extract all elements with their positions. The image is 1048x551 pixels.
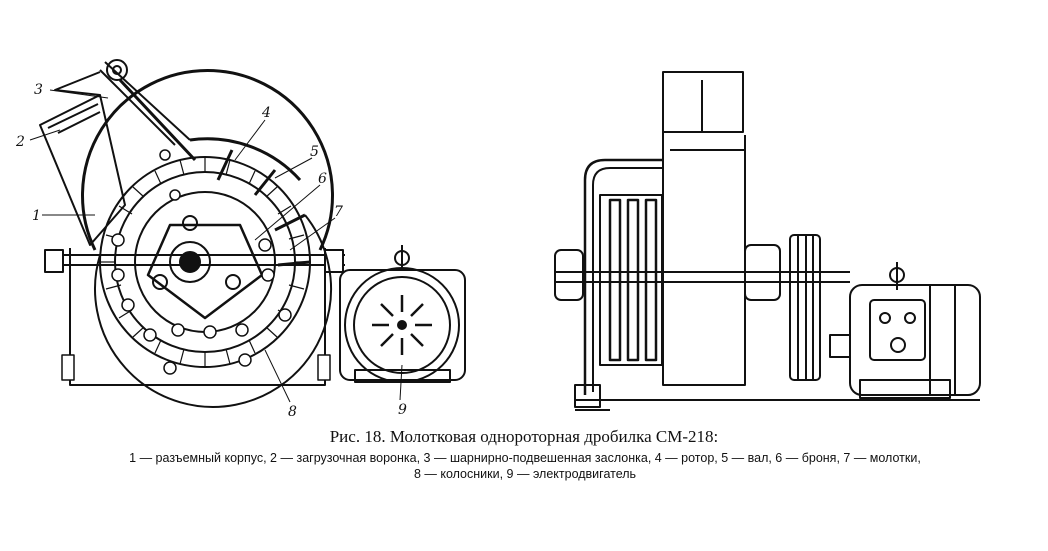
- callout-4: 4: [262, 105, 271, 121]
- callout-6: 6: [318, 171, 327, 187]
- feed-hopper: [40, 95, 125, 245]
- callout-2: 2: [16, 134, 25, 150]
- legend-line-2: 8 — колосники, 9 — электродвигатель: [413, 467, 637, 481]
- motor-end-view: [340, 245, 465, 382]
- callout-8: 8: [288, 404, 297, 420]
- rotor: [135, 192, 275, 332]
- callout-3: 3: [34, 82, 43, 98]
- hinged-flap: [120, 80, 195, 160]
- callout-9: 9: [398, 402, 407, 418]
- legend-line-1: 1 — разъемный корпус, 2 — загрузочная воронка, 3 — шарнирно-подвешенная заслонка, 4 — ротор, 5 — вал, 6 — броня, 7 — молотки,: [129, 451, 921, 465]
- belt-pulley: [790, 235, 820, 380]
- figure-caption-legend: [20, 450, 1030, 482]
- electric-motor: [830, 262, 980, 398]
- callout-1: 1: [32, 208, 41, 224]
- crusher-section-view: [40, 60, 345, 407]
- hinge-pivot: [107, 60, 127, 80]
- callout-5: 5: [310, 144, 319, 160]
- leader-lines: [30, 90, 402, 402]
- figure-caption-title: Рис. 18. Молотковая однороторная дробилка СМ-218:: [329, 427, 719, 446]
- callout-7: 7: [334, 204, 343, 220]
- rotor-discs: [610, 200, 656, 360]
